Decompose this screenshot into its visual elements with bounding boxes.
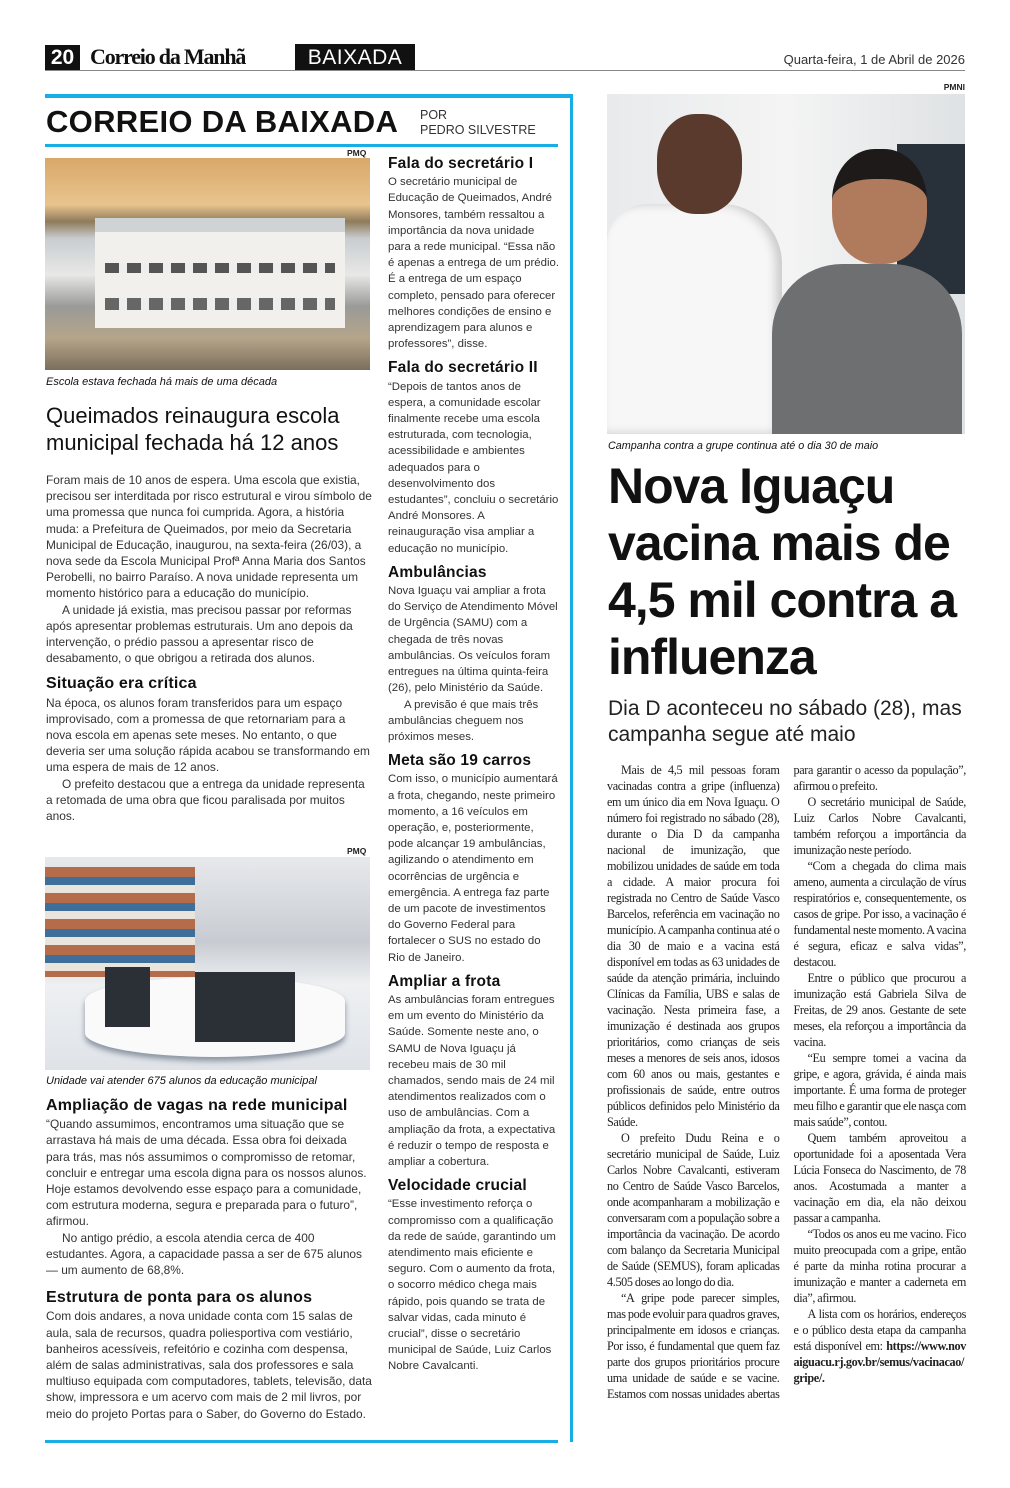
- photo-caption: Escola estava fechada há mais de uma década: [46, 376, 278, 388]
- paragraph: A previsão é que mais três ambulâncias cheguem nos próximos meses.: [388, 698, 539, 743]
- patient-body: [772, 264, 962, 434]
- column-headline: Queimados reinaugura escola municipal fechada há 12 anos: [46, 403, 340, 455]
- column-title: CORREIO DA BAIXADA: [46, 104, 399, 139]
- paragraph: “Todos os anos eu me vacino. Fico muito preocupada com a gripe, então é parte da minha rotina procurar a imunização e manter a caderneta em dia”, afirmou.: [793, 1227, 966, 1305]
- article-headline: Nova Iguaçu vacina mais de 4,5 mil contra a influenza: [608, 458, 957, 685]
- byline-prefix: POR: [420, 108, 448, 122]
- paragraph: Na época, os alunos foram transferidos para um espaço improvisado, com a promessa de que retornariam para a nova escola em apenas sete meses. No entanto, o que deveria ser uma solução rápida acabou se transformando em uma espera de mais de 12 anos.: [46, 695, 370, 775]
- paragraph-text: A lista com os horários, endereços e o público desta etapa da campanha está disponível em:: [793, 1307, 966, 1353]
- paragraph: Com isso, o município aumentará a frota, chegando, neste primeiro momento, a 16 veículos em operação, e, posteriormente, pode alcançar 19 ambulâncias, agilizando o atendimento em ocorrências de urgência e emergência. A entrega faz parte de um pacote de investimentos do Governo Federal para fortalecer o SUS no estado do Rio de Janeiro.: [388, 773, 558, 964]
- subheading: Fala do secretário II: [388, 359, 538, 377]
- paragraph: “Quando assumimos, encontramos uma situação que se arrastava há mais de uma década. Essa obra foi deixada para trás, mas nós assumimos o compromisso de retomar, concluir e entregar uma escola digna para os nossos alunos. Hoje estamos devolvendo esse espaço para a comunidade, com estrutura moderna, segura e preparada para o futuro”, afirmou.: [46, 1117, 367, 1229]
- photo-credit: PMNI: [943, 82, 965, 92]
- library-photo: [45, 857, 370, 1070]
- column-body: [46, 472, 372, 824]
- header-divider: [45, 70, 965, 71]
- column-body-continued: [46, 1090, 372, 1422]
- page-number: 20: [45, 45, 80, 71]
- subheading: Fala do secretário I: [388, 155, 534, 172]
- article-body: [607, 762, 966, 1402]
- column-notes: [388, 156, 560, 1375]
- school-building-photo: [45, 158, 370, 370]
- paragraph: A unidade já existia, mas precisou passar por reformas após apresentar problemas estruturais. Um ano depois da intervenção, o prédio passou a apresentar risco de desabamento, o que obrigou a retirada dos alunos.: [46, 602, 353, 666]
- column-title-divider: [45, 144, 558, 147]
- photo-credit: PMQ: [347, 846, 367, 856]
- paragraph: “Esse investimento reforça o compromisso com a qualificação da rede de saúde, garantindo um atendimento mais eficiente e seguro. Com o aumento da frota, o socorro médico chega mais rápido, pois quando se trata de salvar vidas, cada minuto é crucial”, disse o secretário municipal de Saúde, Luiz Carlos Nobre Cavalcanti.: [388, 1198, 556, 1373]
- paragraph: “Com a chegada do clima mais ameno, aumenta a circulação de vírus respiratórios e, consequentemente, os casos de gripe. Por isso, a vacinação é fundamental neste momento. A vacina é segura, eficaz e salva vidas”, destacou.: [793, 859, 966, 969]
- paragraph: Mais de 4,5 mil pessoas foram vacinadas contra a gripe (influenza) em um único dia em Nova Iguaçu. O número foi registrado no sábado (28), durante o Dia D da campanha nacional de imunização, que mobilizou unidades de saúde em toda a cidade. A maior procura foi registrada no Centro de Saúde Vasco Barcelos, referência em vacinação no município. A campanha continua até o dia 30 de maio e a vacina está disponível em todas as 63 unidades de saúde da atenção primária, incluindo Clínicas da Família, UBS e salas de vacinação. Nesta primeira fase, a imunização é destinada aos grupos prioritários, como crianças de seis meses a menores de seis anos, idosos com 60 anos ou mais, gestantes e profissionais de saúde, entre outros públicos definidos pelo Ministério da Saúde.: [607, 763, 780, 1129]
- article-deck: Dia D aconteceu no sábado (28), mas campanha segue até maio: [608, 697, 962, 746]
- paragraph: Foram mais de 10 anos de espera. Uma escola que existia, precisou ser interditada por risco estrutural e virou símbolo de uma promessa que nunca foi cumprida. Agora, a história muda: a Prefeitura de Queimados, por meio da Secretaria Municipal de Educação, inaugurou, na sexta-feira (26/03), a nova sede da Escola Municipal Profª Anna Maria dos Santos Perobelli, no bairro Paraíso. A nova unidade representa um momento histórico para a educação do município.: [46, 473, 372, 601]
- campaign-link[interactable]: https://www.novaiguacu.rj.gov.br/semus/vacinacao/gripe/.: [793, 1339, 966, 1385]
- subheading: Situação era crítica: [46, 675, 197, 693]
- bookshelf: [45, 867, 195, 977]
- photo-caption: Unidade vai atender 675 alunos da educação municipal: [46, 1075, 317, 1087]
- subheading: Estrutura de ponta para os alunos: [46, 1289, 313, 1307]
- subheading: Ampliar a frota: [388, 972, 501, 990]
- subheading: Meta são 19 carros: [388, 752, 532, 770]
- nurse-head: [657, 114, 742, 214]
- paragraph: [794, 1306, 967, 1386]
- paragraph: O secretário municipal de Saúde, Luiz Carlos Nobre Cavalcanti, também reforçou a importância da imunização neste período.: [793, 795, 966, 857]
- byline: [420, 108, 536, 138]
- windows-row: [105, 298, 335, 310]
- patient-head: [832, 149, 927, 264]
- paragraph: Quem também aproveitou a oportunidade foi a aposentada Vera Lúcia Fonseca do Nascimento, de 78 anos. Acostumada a manter a vacinação em dia, ela não deixou passar a campanha.: [793, 1131, 966, 1225]
- paragraph: O prefeito Dudu Reina e o secretário municipal de Saúde, Luiz Carlos Nobre Cavalcanti, estiveram no Centro de Saúde Vasco Barcelos, onde acompanharam a mobilização e conversaram com a população sobre a importância da vacinação. De acordo com balanço da Secretaria Municipal de Saúde (SEMUS), foram aplicadas 4.505 doses ao longo do dia.: [607, 1131, 780, 1289]
- subheading: Velocidade crucial: [388, 1177, 527, 1195]
- paragraph: Com dois andares, a nova unidade conta com 15 salas de aula, sala de recursos, quadra poliesportiva com vestiário, banheiros acessíveis, refeitório e cozinha com despensa, além de salas administrativas, sala dos professores e sala multiuso equipada com computadores, tablets, televisão, data show, impressora e um acervo com mais de 2 mil livros, por meio do projeto Portas para o Saber, do Governo do Estado.: [46, 1309, 372, 1421]
- subheading: Ampliação de vagas na rede municipal: [46, 1097, 348, 1114]
- paragraph: Nova Iguaçu vai ampliar a frota do Serviço de Atendimento Móvel de Urgência (SAMU) com a chegada de três novas ambulâncias. Os veículos foram entregues na última quinta-feira (26), pelo Ministério da Saúde.: [388, 585, 558, 695]
- paragraph: Entre o público que procurou a imunização está Gabriela Silva de Freitas, de 29 anos. Gestante de sete meses, ela reforçou a importância da vacina.: [793, 971, 966, 1049]
- laptop: [195, 972, 295, 1042]
- subheading: Ambulâncias: [388, 563, 487, 581]
- paragraph: “Depois de tantos anos de espera, a comunidade escolar finalmente recebe uma escola estruturada, com tecnologia, acessibilidade e ambientes adequados para o desenvolvimento dos estudantes”, concluiu o secretário André Monsores. A reinauguração visa ampliar a educação no município.: [388, 380, 559, 555]
- paragraph: “A gripe pode parecer simples, mas pode evoluir para quadros graves, principalmente em idosos e crianças. Por isso, é fundamental que quem faz parte dos grupos prioritários procure uma unidade de saúde e se vacine. Estamos com nossas unidades abertas para garantir o acesso da população”, afirmou o prefeito.: [607, 763, 966, 1401]
- paragraph: O secretário municipal de Educação de Queimados, André Monsores, também ressaltou a importância da nova unidade para a rede municipal. “Essa não é apenas a entrega de um prédio. É a entrega de um espaço completo, pensado para oferecer melhores condições de ensino e aprendizagem para alunos e professores”, disse.: [388, 176, 559, 351]
- photo-credit: PMQ: [347, 148, 367, 158]
- byline-author: PEDRO SILVESTRE: [420, 123, 536, 137]
- building-shape: [95, 218, 345, 328]
- paragraph: O prefeito destacou que a entrega da unidade representa a retomada de uma obra que ficou paralisada por muitos anos.: [46, 776, 365, 824]
- column-box-bottom-border: [45, 1440, 558, 1443]
- nurse-figure: [607, 204, 782, 434]
- paragraph: No antigo prédio, a escola atendia cerca de 400 estudantes. Agora, a capacidade passa a ser de 675 alunos — um aumento de 68,8%.: [46, 1230, 362, 1278]
- paragraph: “Eu sempre tomei a vacina da gripe, e agora, grávida, é ainda mais importante. É uma forma de proteger meu filho e garantir que ele nasça com mais saúde”, contou.: [793, 1051, 966, 1129]
- windows-row: [105, 263, 335, 273]
- vaccination-photo: [607, 94, 965, 434]
- laptop: [105, 967, 150, 1027]
- column-box-top-border: [45, 94, 573, 98]
- masthead-logo: Correio da Manhã: [90, 44, 246, 69]
- photo-caption: Campanha contra a grupe continua até o dia 30 de maio: [608, 440, 879, 452]
- issue-date: Quarta-feira, 1 de Abril de 2026: [783, 52, 965, 67]
- column-box-right-border: [570, 94, 573, 1442]
- paragraph: As ambulâncias foram entregues em um evento do Ministério da Saúde. Somente neste ano, o SAMU de Nova Iguaçu já recebeu mais de 30 mil chamados, sendo mais de 24 mil atendimentos realizados com o uso de ambulâncias. Com a ampliação da frota, a expectativa é reduzir o tempo de resposta e ampliar a cobertura.: [388, 993, 556, 1168]
- section-label: BAIXADA: [295, 44, 415, 71]
